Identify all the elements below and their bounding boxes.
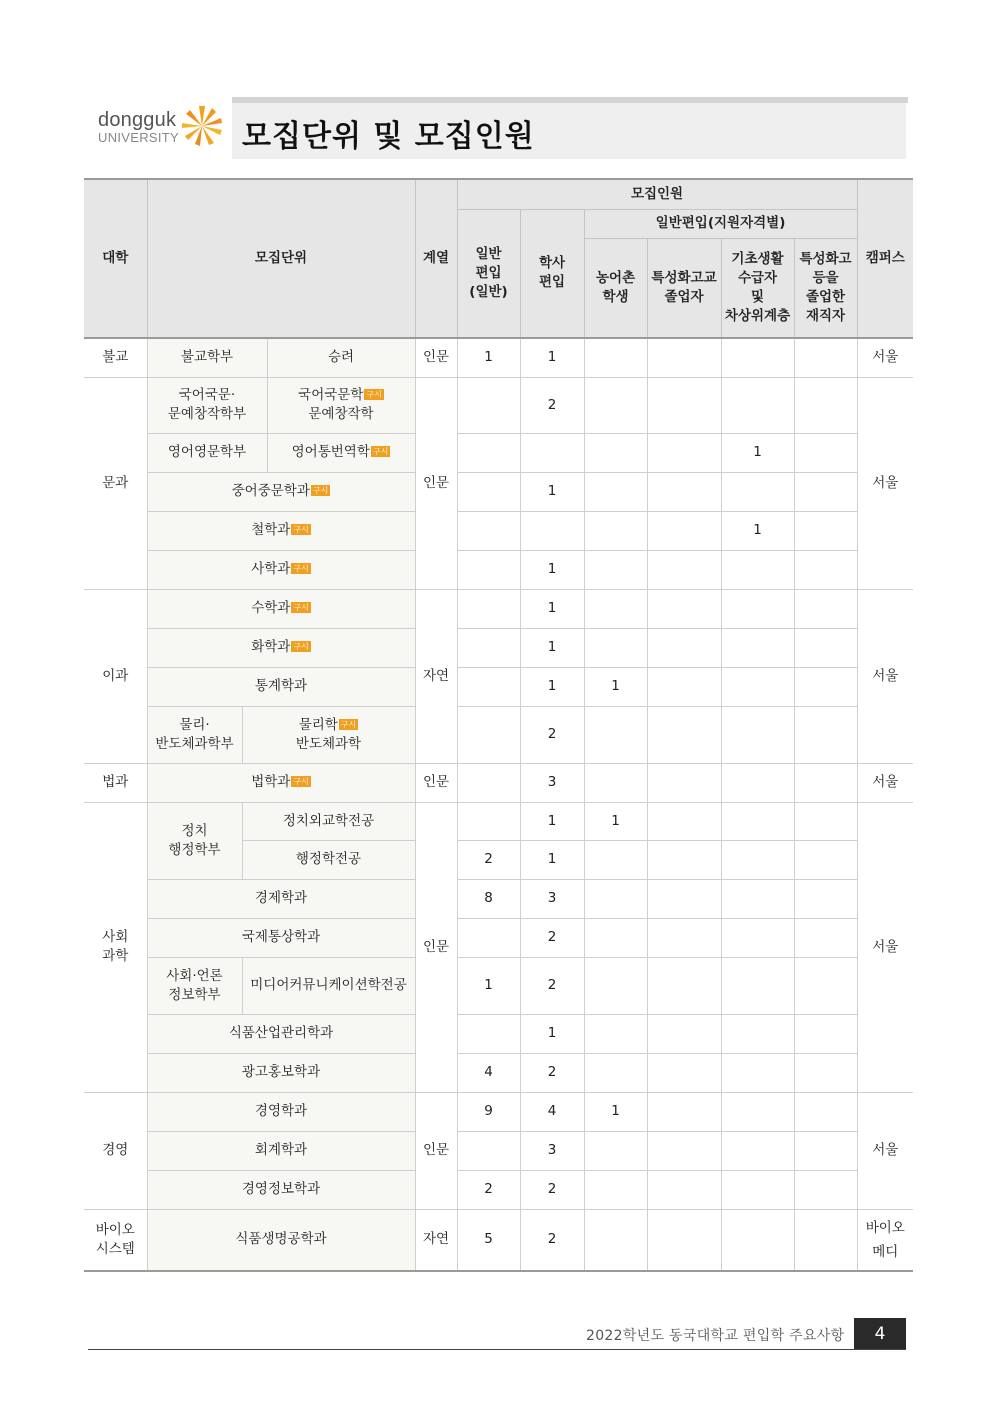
unit-text: 물리학: [298, 716, 338, 733]
unit-cell: 경제학과: [147, 879, 415, 918]
track-cell: 인문: [415, 802, 457, 1092]
special-hs-cell: [647, 918, 721, 957]
special-worker-cell: [794, 589, 857, 628]
unit-text: 행정학부: [168, 841, 221, 858]
header-text: 농어촌: [595, 269, 636, 286]
special-worker-cell: [794, 802, 857, 840]
rural-cell: [584, 879, 647, 918]
rural-cell: [584, 763, 647, 802]
bachelor-cell: 1: [520, 338, 584, 377]
general-cell: 5: [457, 1209, 520, 1271]
college-text: 과학: [102, 948, 129, 964]
bachelor-cell: 1: [520, 840, 584, 879]
unit-text: 법학과: [251, 774, 291, 790]
special-hs-cell: [647, 433, 721, 472]
basic-living-cell: [721, 706, 794, 763]
bachelor-cell: [520, 511, 584, 550]
header-general-transfer: [457, 209, 520, 338]
special-worker-cell: [794, 1131, 857, 1170]
special-hs-cell: [647, 802, 721, 840]
tag-badge: 구시: [293, 642, 309, 651]
tag-badge: 구시: [293, 525, 309, 534]
special-worker-cell: [794, 1170, 857, 1209]
table-row: [84, 802, 913, 840]
header-bachelor-transfer: [520, 209, 584, 338]
unit-cell: 영어영문학부: [147, 433, 267, 472]
basic-living-cell: [721, 1131, 794, 1170]
college-text: 시스템: [95, 1240, 135, 1257]
special-hs-cell: [647, 1092, 721, 1131]
general-cell: [457, 1131, 520, 1170]
general-cell: [457, 628, 520, 667]
table-row: [84, 1170, 913, 1209]
special-worker-cell: [794, 763, 857, 802]
rural-cell: [584, 1209, 647, 1271]
special-worker-cell: [794, 511, 857, 550]
header-basic-living: [721, 238, 794, 338]
special-hs-cell: [647, 1053, 721, 1092]
special-worker-cell: [794, 706, 857, 763]
campus-text: 바이오: [865, 1219, 905, 1236]
basic-living-cell: [721, 1209, 794, 1271]
bachelor-cell: 1: [520, 550, 584, 589]
unit-cell: [147, 628, 415, 667]
header-special-group: 일반편입(지원자격별): [584, 209, 857, 238]
table-row: [84, 628, 913, 667]
logo-subtitle: UNIVERSITY: [98, 130, 180, 145]
special-worker-cell: [794, 1209, 857, 1271]
bachelor-cell: 2: [520, 957, 584, 1014]
track-cell: 자연: [415, 1209, 457, 1271]
special-hs-cell: [647, 957, 721, 1014]
footer-divider: [88, 1349, 906, 1350]
unit-text: 반도체과학: [295, 735, 362, 752]
unit-cell: 경영학과: [147, 1092, 415, 1131]
basic-living-cell: [721, 763, 794, 802]
unit-cell: 식품생명공학과: [147, 1209, 415, 1271]
special-hs-cell: [647, 1131, 721, 1170]
header-text: 학사: [538, 255, 566, 272]
unit-cell: [147, 472, 415, 511]
rural-cell: [584, 918, 647, 957]
sub-unit-cell: 승려: [267, 338, 415, 377]
table-row: [84, 1053, 913, 1092]
unit-text: 영어통번역학: [291, 444, 370, 460]
general-cell: [457, 472, 520, 511]
header-text: 차상위계층: [724, 307, 791, 324]
rural-cell: [584, 1014, 647, 1053]
bachelor-cell: 2: [520, 377, 584, 433]
table-row: [84, 377, 913, 433]
general-cell: 2: [457, 840, 520, 879]
rural-cell: [584, 1131, 647, 1170]
header-rural: [584, 238, 647, 338]
university-logo: [98, 110, 228, 152]
special-worker-cell: [794, 918, 857, 957]
general-cell: 8: [457, 879, 520, 918]
bachelor-cell: 2: [520, 1170, 584, 1209]
table-row: [84, 957, 913, 1014]
campus-cell: 서울: [857, 802, 913, 1092]
basic-living-cell: 1: [721, 433, 794, 472]
header-special-hs: [647, 238, 721, 338]
general-cell: 1: [457, 957, 520, 1014]
general-cell: 1: [457, 338, 520, 377]
header-quota: 모집인원: [457, 179, 857, 209]
college-text: 사회: [102, 929, 129, 945]
campus-cell: 서울: [857, 338, 913, 377]
bachelor-cell: 4: [520, 1092, 584, 1131]
table-row: [84, 550, 913, 589]
header-text: 일반: [475, 245, 502, 262]
sub-unit-cell: [267, 377, 415, 433]
unit-cell: 국제통상학과: [147, 918, 415, 957]
special-worker-cell: [794, 957, 857, 1014]
general-cell: [457, 918, 520, 957]
table-row: [84, 589, 913, 628]
header-college: 대학: [84, 179, 147, 338]
rural-cell: [584, 433, 647, 472]
special-hs-cell: [647, 763, 721, 802]
basic-living-cell: [721, 628, 794, 667]
bachelor-cell: 2: [520, 1209, 584, 1271]
basic-living-cell: [721, 472, 794, 511]
page-title: 모집단위 및 모집인원: [242, 119, 535, 154]
table-row: [84, 918, 913, 957]
rural-cell: 1: [584, 1092, 647, 1131]
rural-cell: [584, 589, 647, 628]
bachelor-cell: 3: [520, 763, 584, 802]
campus-cell: 서울: [857, 377, 913, 589]
special-worker-cell: [794, 433, 857, 472]
table-row: [84, 511, 913, 550]
unit-cell: [147, 763, 415, 802]
general-cell: [457, 550, 520, 589]
tag-badge: 구시: [312, 486, 329, 495]
bachelor-cell: 1: [520, 667, 584, 706]
campus-text: 메디: [872, 1243, 899, 1260]
unit-text: 사학과: [251, 561, 291, 577]
bachelor-cell: 2: [520, 706, 584, 763]
basic-living-cell: [721, 1092, 794, 1131]
general-cell: [457, 763, 520, 802]
unit-text: 화학과: [251, 639, 291, 655]
header-text: 수급자: [737, 269, 778, 286]
unit-text: 수학과: [251, 600, 291, 616]
unit-cell: 회계학과: [147, 1131, 415, 1170]
basic-living-cell: [721, 1170, 794, 1209]
basic-living-cell: 1: [721, 511, 794, 550]
tag-badge: 구시: [293, 603, 309, 612]
unit-text: 반도체과학부: [155, 735, 234, 752]
special-hs-cell: [647, 511, 721, 550]
bachelor-cell: 3: [520, 879, 584, 918]
college-cell: 법과: [84, 763, 147, 802]
unit-cell: [147, 550, 415, 589]
special-worker-cell: [794, 472, 857, 511]
table-row: [84, 338, 913, 377]
basic-living-cell: [721, 840, 794, 879]
special-worker-cell: [794, 338, 857, 377]
special-worker-cell: [794, 550, 857, 589]
rural-cell: [584, 377, 647, 433]
header-text: 재직자: [805, 307, 846, 324]
unit-cell: [147, 957, 242, 1014]
rural-cell: [584, 511, 647, 550]
admission-quota-table: [84, 178, 913, 1272]
header-special-worker: [794, 238, 857, 338]
basic-living-cell: [721, 802, 794, 840]
track-cell: 인문: [415, 338, 457, 377]
bachelor-cell: 1: [520, 802, 584, 840]
table-row: [84, 1014, 913, 1053]
special-hs-cell: [647, 879, 721, 918]
special-hs-cell: [647, 1014, 721, 1053]
campus-cell: 서울: [857, 589, 913, 763]
table-row: [84, 706, 913, 763]
unit-cell: [147, 706, 242, 763]
header-text: 특성화고교: [651, 269, 717, 286]
basic-living-cell: [721, 667, 794, 706]
rural-cell: [584, 628, 647, 667]
header-text: 특성화고: [799, 250, 852, 267]
basic-living-cell: [721, 338, 794, 377]
special-hs-cell: [647, 706, 721, 763]
basic-living-cell: [721, 1014, 794, 1053]
header-text: 졸업한: [805, 288, 846, 305]
general-cell: 9: [457, 1092, 520, 1131]
general-cell: 2: [457, 1170, 520, 1209]
footer-caption: 2022학년도 동국대학교 편입학 주요사항: [586, 1328, 845, 1344]
header-text: 졸업자: [664, 288, 704, 305]
college-cell: [84, 1209, 147, 1271]
header-text: 편입: [538, 274, 566, 291]
tag-badge: 구시: [293, 777, 309, 786]
special-hs-cell: [647, 338, 721, 377]
sub-unit-cell: 정치외교학전공: [242, 802, 415, 840]
rural-cell: [584, 1053, 647, 1092]
rural-cell: 1: [584, 667, 647, 706]
sub-unit-cell: 미디어커뮤니케이션학전공: [242, 957, 415, 1014]
special-hs-cell: [647, 840, 721, 879]
special-worker-cell: [794, 667, 857, 706]
unit-text: 철학과: [251, 522, 291, 538]
campus-cell: [857, 1209, 913, 1271]
general-cell: [457, 377, 520, 433]
table-row: [84, 763, 913, 802]
general-cell: [457, 589, 520, 628]
unit-cell: [147, 589, 415, 628]
basic-living-cell: [721, 957, 794, 1014]
unit-text: 국어국문·: [178, 387, 236, 403]
bachelor-cell: 1: [520, 472, 584, 511]
header-text: 및: [750, 288, 765, 305]
college-cell: [84, 802, 147, 1092]
unit-text: 중어중문학과: [231, 483, 310, 499]
bachelor-cell: 1: [520, 628, 584, 667]
unit-text: 문예창작학: [308, 406, 374, 422]
header-track: 계열: [415, 179, 457, 338]
basic-living-cell: [721, 589, 794, 628]
special-worker-cell: [794, 1053, 857, 1092]
general-cell: [457, 1014, 520, 1053]
special-hs-cell: [647, 1209, 721, 1271]
special-hs-cell: [647, 1170, 721, 1209]
college-cell: 불교: [84, 338, 147, 377]
header-text: (일반): [469, 283, 508, 300]
page-number: 4: [854, 1318, 906, 1350]
unit-cell: 통계학과: [147, 667, 415, 706]
unit-text: 사회·언론: [166, 967, 223, 984]
general-cell: [457, 511, 520, 550]
track-cell: 인문: [415, 1092, 457, 1209]
header-text: 편입: [475, 264, 502, 281]
special-hs-cell: [647, 472, 721, 511]
table-row: [84, 1209, 913, 1271]
college-cell: 문과: [84, 377, 147, 589]
special-hs-cell: [647, 667, 721, 706]
basic-living-cell: [721, 1053, 794, 1092]
sub-unit-cell: [267, 433, 415, 472]
unit-cell: 식품산업관리학과: [147, 1014, 415, 1053]
unit-cell: 광고홍보학과: [147, 1053, 415, 1092]
special-hs-cell: [647, 628, 721, 667]
college-cell: 이과: [84, 589, 147, 763]
title-banner: [232, 103, 906, 159]
unit-text: 국어국문학: [298, 387, 364, 403]
general-cell: [457, 802, 520, 840]
rural-cell: [584, 1170, 647, 1209]
special-worker-cell: [794, 628, 857, 667]
unit-cell: 불교학부: [147, 338, 267, 377]
basic-living-cell: [721, 377, 794, 433]
special-worker-cell: [794, 879, 857, 918]
rural-cell: [584, 840, 647, 879]
campus-cell: 서울: [857, 1092, 913, 1209]
college-text: 바이오: [95, 1221, 135, 1238]
basic-living-cell: [721, 550, 794, 589]
rural-cell: [584, 550, 647, 589]
table-row: [84, 667, 913, 706]
general-cell: [457, 706, 520, 763]
special-worker-cell: [794, 1092, 857, 1131]
unit-cell: [147, 377, 267, 433]
special-hs-cell: [647, 589, 721, 628]
table-row: [84, 1131, 913, 1170]
campus-cell: 서울: [857, 763, 913, 802]
bachelor-cell: 1: [520, 589, 584, 628]
special-hs-cell: [647, 377, 721, 433]
rural-cell: [584, 957, 647, 1014]
header-campus: 캠퍼스: [857, 179, 913, 338]
rural-cell: [584, 472, 647, 511]
bachelor-cell: 1: [520, 1014, 584, 1053]
header-text: 등을: [812, 269, 839, 286]
general-cell: [457, 433, 520, 472]
special-worker-cell: [794, 1014, 857, 1053]
bachelor-cell: 2: [520, 1053, 584, 1092]
bachelor-cell: 3: [520, 1131, 584, 1170]
table-row: [84, 879, 913, 918]
bachelor-cell: [520, 433, 584, 472]
header-unit: 모집단위: [147, 179, 415, 338]
table-row: [84, 1092, 913, 1131]
unit-text: 문예창작학부: [167, 406, 247, 422]
logo-wordmark: dongguk: [98, 109, 177, 131]
tag-badge: 구시: [293, 564, 309, 573]
basic-living-cell: [721, 918, 794, 957]
tag-badge: 구시: [366, 390, 382, 399]
sub-unit-cell: 행정학전공: [242, 840, 415, 879]
rural-cell: [584, 338, 647, 377]
track-cell: 인문: [415, 377, 457, 589]
sub-unit-cell: [242, 706, 415, 763]
rural-cell: 1: [584, 802, 647, 840]
unit-text: 정보학부: [168, 986, 221, 1003]
table-row: [84, 433, 913, 472]
unit-cell: [147, 802, 242, 879]
college-cell: 경영: [84, 1092, 147, 1209]
header-text: 기초생활: [731, 250, 784, 267]
general-cell: 4: [457, 1053, 520, 1092]
track-cell: 인문: [415, 763, 457, 802]
unit-text: 정치: [181, 822, 208, 839]
unit-cell: [147, 511, 415, 550]
unit-cell: 경영정보학과: [147, 1170, 415, 1209]
track-cell: 자연: [415, 589, 457, 763]
bachelor-cell: 2: [520, 918, 584, 957]
tag-badge: 구시: [340, 719, 357, 729]
header-text: 학생: [602, 288, 629, 305]
tag-badge: 구시: [372, 447, 389, 456]
basic-living-cell: [721, 879, 794, 918]
lotus-logo-icon: [180, 104, 224, 148]
unit-text: 물리·: [179, 716, 210, 733]
general-cell: [457, 667, 520, 706]
special-worker-cell: [794, 840, 857, 879]
rural-cell: [584, 706, 647, 763]
table-row: [84, 472, 913, 511]
special-worker-cell: [794, 377, 857, 433]
special-hs-cell: [647, 550, 721, 589]
